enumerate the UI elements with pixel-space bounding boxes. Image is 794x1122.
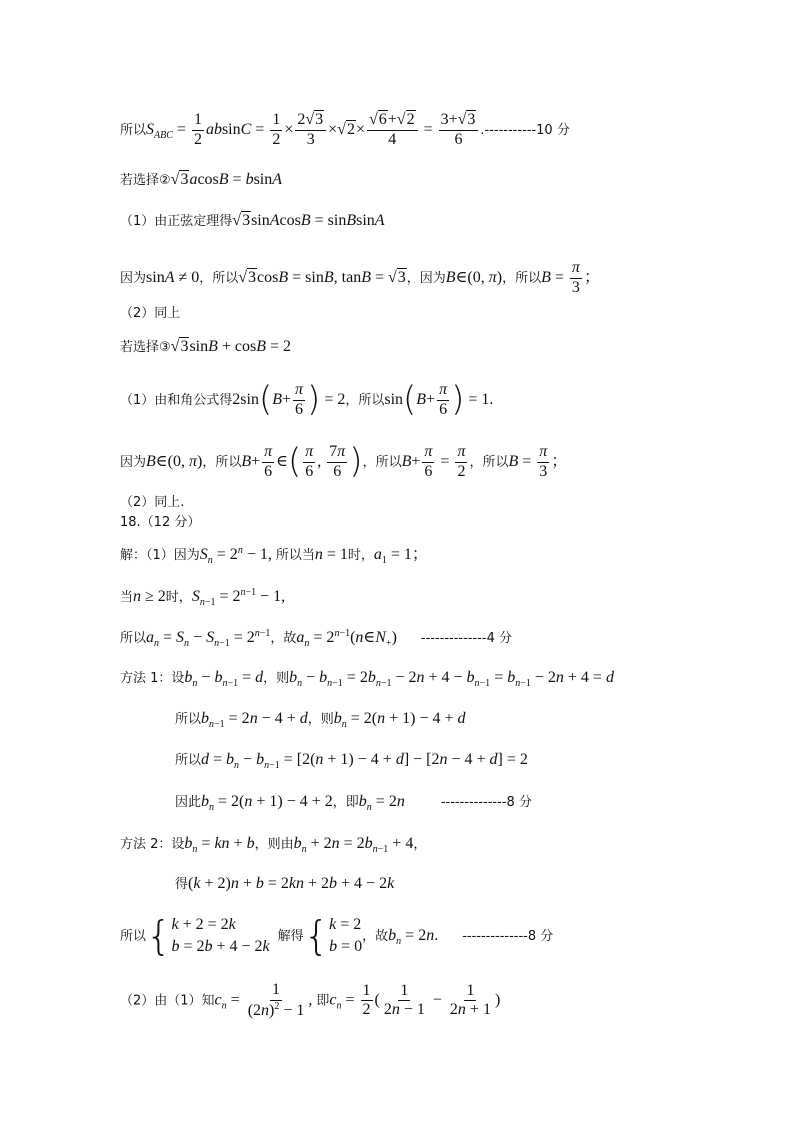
method-2-line-1: 方法 2：设$b_n$ = kn + b，则由$b_n + 2n = 2b_{n-1} + 4$， xyxy=(120,835,427,855)
q18-solution-line-2: 当n ≥ 2时，$S_{n-1} = 2^{n-1} - 1$, xyxy=(120,587,286,608)
option-2-part-2: （2）同上 xyxy=(120,306,181,321)
option-3-step-1: （1）由和角公式得2sin(B+ $\frac{\pi}{6}$ ) = 2，所以sin(B+ $\frac{\pi}{6}$ ) = 1. xyxy=(120,379,494,420)
option-3-part-2: （2）同上. xyxy=(120,495,185,510)
option-2-heading: 若选择②√ 3acosB = bsinA xyxy=(120,172,282,188)
area-formula-line: 所以$S_{ABC}$ = $\frac{1}{2}$ absinC = $\frac{1}{2}$ × $\frac{2√ 3}{3}$ ×√ 2× √ $\frac{6+√ 2}{4}$ = $\frac{3+√ 3}{6}$ .-----------10 分 xyxy=(120,112,570,149)
method-2-system: 所以{ k + 2 = 2k b = 2b + 4 − 2k 解得{ k = 2 b = 0 ，故$b_n = 2n$. --------------8 分 xyxy=(120,913,554,960)
method-2-line-2: 得(k + 2)n + b = 2kn + 2b + 4 − 2k xyxy=(175,875,395,892)
option-2-step-1: （1）由正弦定理得√ 3sinAcosB = sinBsinA xyxy=(120,213,385,229)
option-2-reasoning: 因为sinA ≠ 0，所以√ 3cosB = sinB, tanB = √ 3，因为B∈(0, π)，所以B = $\frac{\pi}{3}$ ； xyxy=(120,260,600,297)
question-18-heading: 18.（12 分） xyxy=(120,515,201,530)
q18-solution-line-1: 解：（1）因为$S_n = 2^n - 1$, 所以当n = 1时，$a_1 = 1$； xyxy=(120,545,428,566)
option-3-heading: 若选择③√ 3sinB + cosB = 2 xyxy=(120,339,291,355)
q18-solution-line-3: 所以$a_n = S_n - S_{n-1} = 2^{n-1}$，故$a_n$ = $2^{n-1}(n\in N_+)$ --------------4 分 xyxy=(120,628,512,649)
q18-part-2: （2）由（1）知$c_n$ = $\frac{1}{(2n)^2 - 1}$ , 即$c_n$ = $\frac{1}{2}$ ( $\frac{1}{2n - 1}$ − $\frac{1}{2n + 1}$ ) xyxy=(120,981,501,1019)
method-1-line-3: 所以$d = b_n - b_{n-1} = [2(n + 1) - 4 + d] - [2n - 4 + d] = 2$ xyxy=(175,751,528,771)
method-1-line-4: 因此$b_n = 2(n + 1) - 4 + 2$，即$b_n = 2n$ --------------8 分 xyxy=(175,793,532,813)
method-1-line-1: 方法 1：设$b_n - b_{n-1} = d$，则$b_n - b_{n-1} = 2b_{n-1} - 2n + 4 - b_{n-1} = b_{n-1} - 2n + 4 = d$ xyxy=(120,669,614,689)
option-3-reasoning: 因为B∈(0, π)，所以B+ $\frac{\pi}{6}$ ∈( $\frac{\pi}{6}$ , $\frac{7\pi}{6}$ )，所以B+ $\frac{\pi}{6}$ = $\frac{\pi}{2}$ ，所以B = $\frac{\pi}{3}$ ； xyxy=(120,441,568,482)
method-1-line-2: 所以$b_{n-1} = 2n - 4 + d$，则$b_n = 2(n + 1) - 4 + d$ xyxy=(175,710,466,730)
